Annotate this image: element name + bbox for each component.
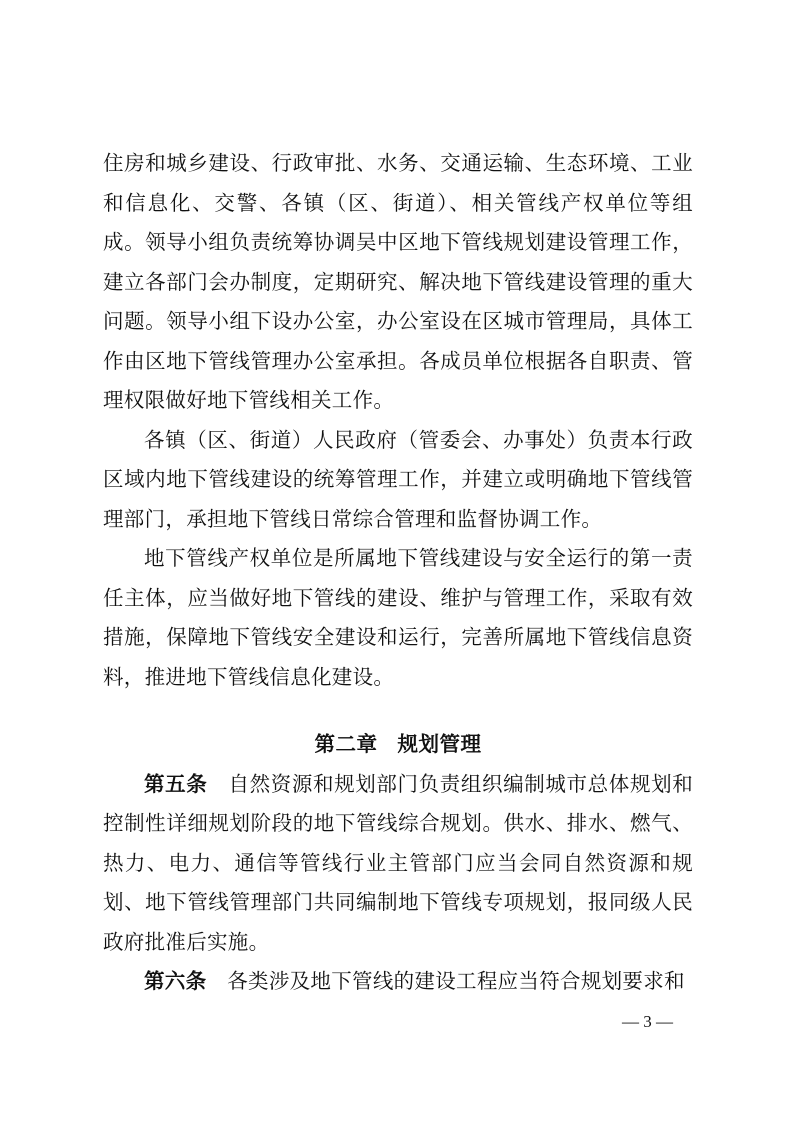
article-6-text: 各类涉及地下管线的建设工程应当符合规划要求和 — [227, 969, 685, 993]
paragraph-continued: 住房和城乡建设、行政审批、水务、交通运输、生态环境、工业和信息化、交警、各镇（区、街道）、相关管线产权单位等组成。领导小组负责统筹协调吴中区地下管线规划建设管理工作，建立各部门会办制度，定期研究、解决地下管线建设管理的重大问题。领导小组下设办公室，办公室设在区城市管理局，具体工作由区地下管线管理办公室承担。各成员单位根据各自职责、管理权限做好地下管线相关工作。 — [103, 151, 693, 412]
chapter-heading — [103, 725, 693, 765]
article-5 — [103, 765, 693, 963]
paragraph-towns-responsibility: 各镇（区、街道）人民政府（管委会、办事处）负责本行政区域内地下管线建设的统筹管理工作，并建立或明确地下管线管理部门，承担地下管线日常综合管理和监督协调工作。 — [103, 427, 693, 531]
article-5-text: 自然资源和规划部门负责组织编制城市总体规划和控制性详细规划阶段的地下管线综合规划。供水、排水、燃气、热力、电力、通信等管线行业主管部门应当会同自然资源和规划、地下管线管理部门共同编制地下管线专项规划，报同级人民政府批准后实施。 — [103, 771, 693, 954]
article-5-number: 第五条 — [144, 771, 208, 796]
article-6 — [103, 962, 693, 1002]
chapter-number: 第二章 — [314, 732, 378, 756]
paragraph-owner-responsibility: 地下管线产权单位是所属地下管线建设与安全运行的第一责任主体，应当做好地下管线的建设、维护与管理工作，采取有效措施，保障地下管线安全建设和运行，完善所属地下管线信息资料，推进地下管线信息化建设。 — [103, 546, 693, 689]
article-6-number: 第六条 — [144, 969, 207, 993]
chapter-title: 规划管理 — [397, 732, 482, 756]
document-body — [103, 144, 693, 1002]
page-number: — 3 — — [622, 1012, 673, 1031]
